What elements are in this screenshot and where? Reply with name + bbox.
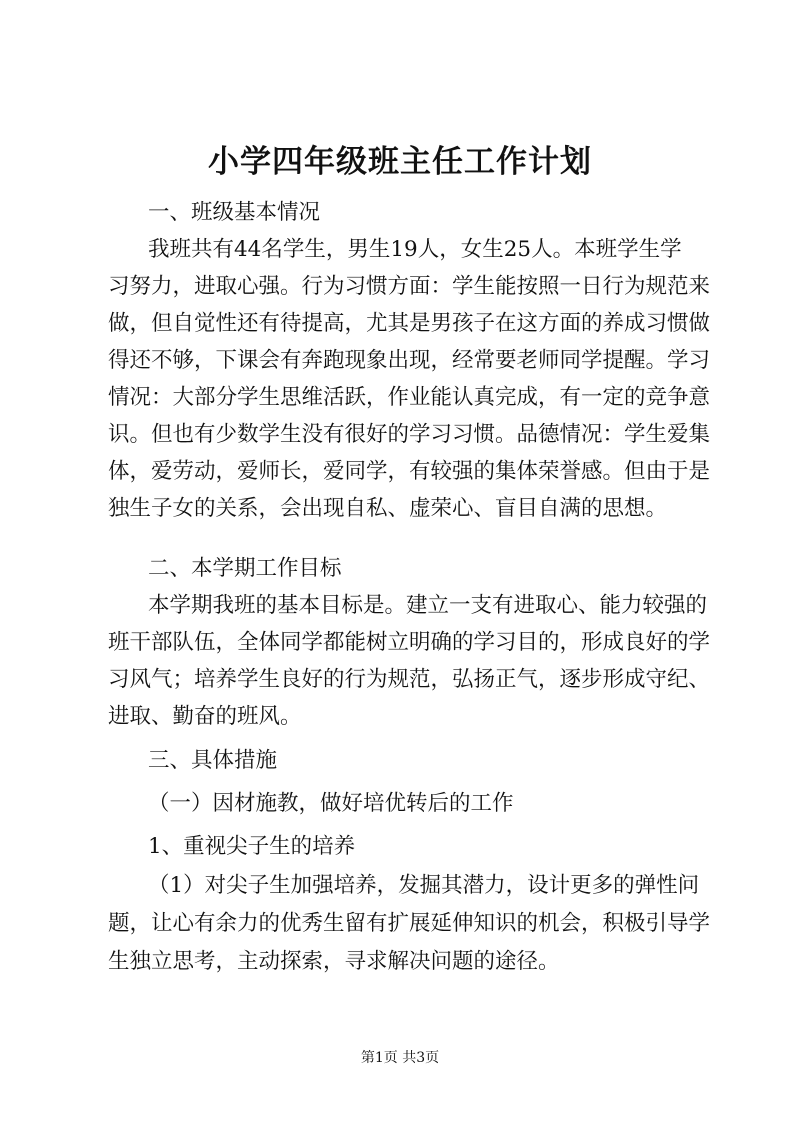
paragraph-line: 题，让心有余力的优秀生留有扩展延伸知识的机会，积极引导学 — [108, 911, 711, 936]
paragraph-line: 独生子女的关系，会出现自私、虚荣心、盲目自满的思想。 — [108, 496, 668, 521]
subsection-heading: （一）因材施教，做好培优转后的工作 — [148, 791, 514, 816]
paragraph-line: 班干部队伍，全体同学都能树立明确的学习目的，形成良好的学 — [108, 630, 711, 655]
paragraph-line: 做，但自觉性还有待提高，尤其是男孩子在这方面的养成习惯做 — [108, 311, 711, 336]
document-title: 小学四年级班主任工作计划 — [208, 144, 592, 180]
paragraph-line: （1）对尖子生加强培养，发掘其潜力，设计更多的弹性问 — [148, 873, 700, 898]
paragraph-line: 习努力，进取心强。行为习惯方面：学生能按照一日行为规范来 — [108, 274, 711, 299]
page-footer: 第1页 共3页 — [360, 1050, 440, 1066]
section-heading: 一、班级基本情况 — [148, 200, 321, 225]
paragraph-line: 习风气；培养学生良好的行为规范，弘扬正气，逐步形成守纪、 — [108, 667, 711, 692]
paragraph-line: 生独立思考，主动探索，寻求解决问题的途径。 — [108, 949, 560, 974]
subsection-heading: 1、重视尖子生的培养 — [148, 834, 356, 859]
paragraph-line: 进取、勤奋的班风。 — [108, 704, 302, 729]
paragraph-line: 识。但也有少数学生没有很好的学习习惯。品德情况：学生爱集 — [108, 422, 711, 447]
paragraph-line: 本学期我班的基本目标是。建立一支有进取心、能力较强的 — [148, 593, 708, 618]
paragraph-line: 情况：大部分学生思维活跃，作业能认真完成，有一定的竞争意 — [108, 385, 711, 410]
paragraph-line: 体，爱劳动，爱师长，爱同学，有较强的集体荣誉感。但由于是 — [108, 459, 711, 484]
paragraph-line: 我班共有44名学生，男生19人，女生25人。本班学生学 — [148, 237, 682, 262]
paragraph-line: 得还不够，下课会有奔跑现象出现，经常要老师同学提醒。学习 — [108, 348, 711, 373]
section-heading: 二、本学期工作目标 — [148, 556, 342, 581]
section-heading: 三、具体措施 — [148, 748, 278, 773]
